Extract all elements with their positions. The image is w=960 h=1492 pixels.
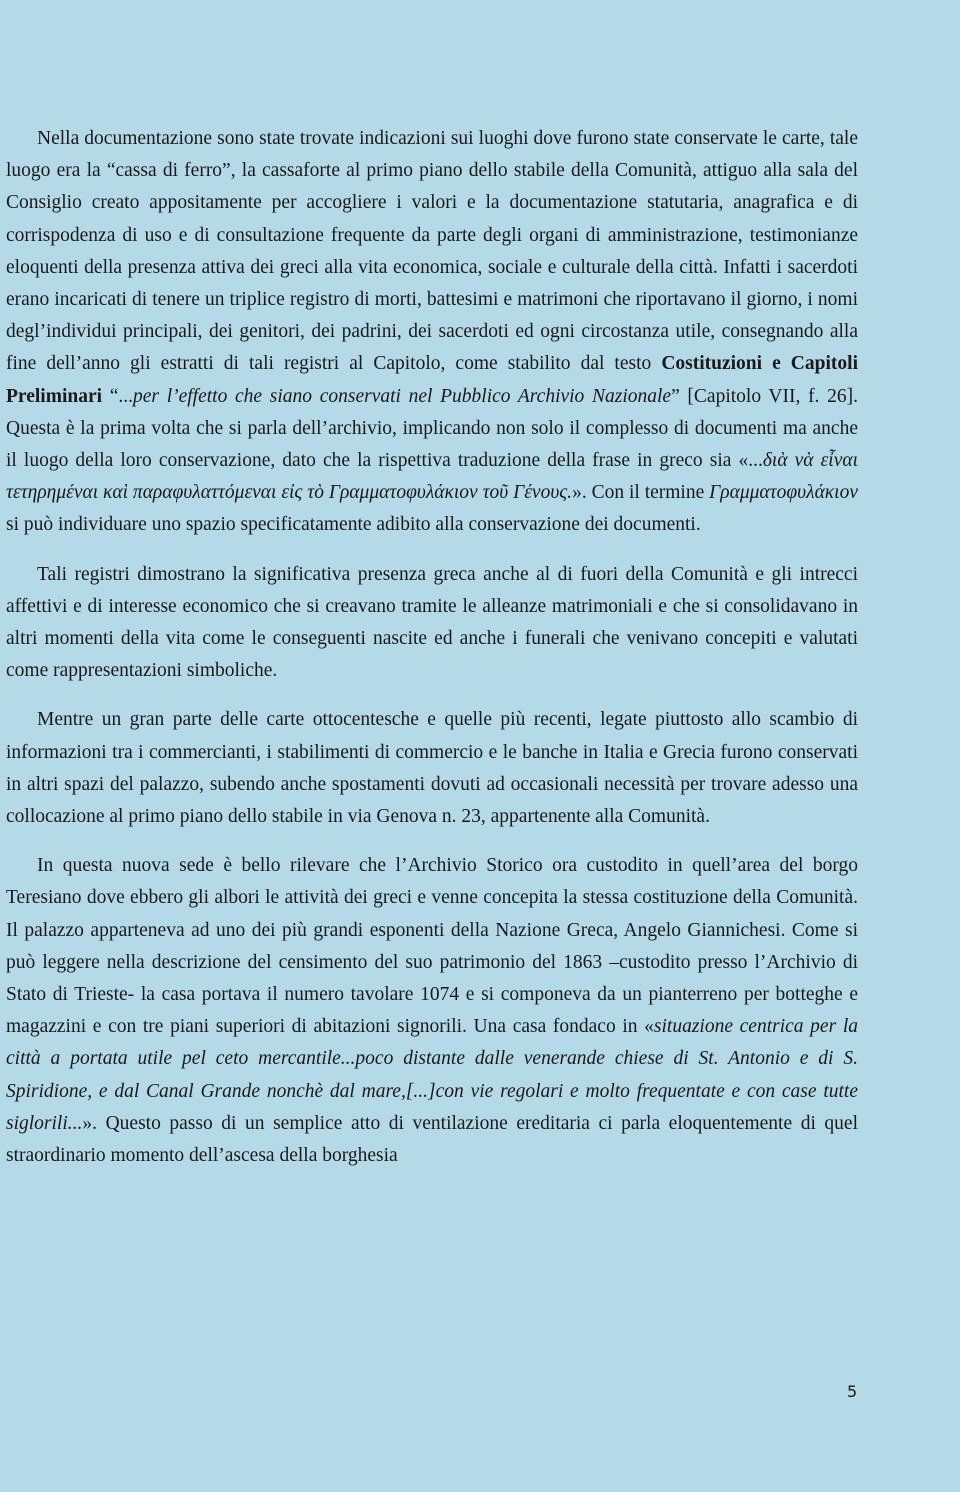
greek-quote: διὰ νὰ εἶναι τετηρημέναι καὶ παραφυλαττόμεναι εἰς τὸ Γραμματοφυλάκιον τοῦ Γένους. xyxy=(6,450,858,504)
text-segment: ». Con il termine xyxy=(572,482,710,504)
document-title-reference: Costituzioni e Capitoli Preliminari xyxy=(6,353,858,407)
paragraph-3 xyxy=(6,704,858,833)
document-body xyxy=(6,123,858,1172)
paragraph-1 xyxy=(6,123,858,542)
paragraph-2 xyxy=(6,559,858,688)
paragraph-4 xyxy=(6,850,858,1172)
text-segment: ” [Capitolo VII, f. 26]. Questa è la prima volta che si parla dell’archivio, implicando non solo il complesso di documenti ma anche il luogo della loro conservazione, dato che la rispettiva traduzione della frase in greco sia «... xyxy=(6,385,858,472)
text-segment: si può individuare uno spazio specificatamente adibito alla conservazione dei documenti. xyxy=(6,514,701,536)
page-number: 5 xyxy=(847,1382,858,1401)
italic-quote: per l’effetto che siano conservati nel Pubblico Archivio Nazionale xyxy=(133,385,672,407)
italic-quote: situazione centrica per la città a portata utile pel ceto mercantile...poco distante dalle venerande chiese di St. Antonio e di S. Spiridione, e dal Canal Grande nonchè dal mare,[...]con vie regolari e molto frequentate e con case tutte siglorili... xyxy=(6,1016,858,1134)
text-segment: “... xyxy=(102,385,134,407)
text-segment: Tali registri dimostrano la significativa presenza greca anche al di fuori della Comunità e gli intrecci affettivi e di interesse economico che si creavano tramite le alleanze matrimoniali e che si consolidavano in altri momenti della vita come le conseguenti nascite ed anche i funerali che venivano concepiti e valutati come rappresentazioni simboliche. xyxy=(6,563,858,682)
text-segment: In questa nuova sede è bello rilevare che l’Archivio Storico ora custodito in quell’area del borgo Teresiano dove ebbero gli albori le attività dei greci e venne concepita la stessa costituzione della Comunità. Il palazzo apparteneva ad uno dei più grandi esponenti della Nazione Greca, Angelo Giannichesi. Come si può leggere nella descrizione del censimento del suo patrimonio del 1863 –custodito presso l’Archivio di Stato di Trieste- la casa portava il numero tavolare 1074 e si componeva da un pianterreno per botteghe e magazzini e con tre piani superiori di abitazioni signorili. Una casa fondaco in « xyxy=(6,855,858,1038)
text-segment: ». Questo passo di un semplice atto di ventilazione ereditaria ci parla eloquentemente di quel straordinario momento dell’ascesa della borghesia xyxy=(6,1112,858,1167)
greek-term: Γραμματοφυλάκιον xyxy=(709,482,858,504)
text-segment: Mentre un gran parte delle carte ottocentesche e quelle più recenti, legate piuttosto allo scambio di informazioni tra i commercianti, i stabilimenti di commercio e le banche in Italia e Grecia furono conservati in altri spazi del palazzo, subendo anche spostamenti dovuti ad occasionali necessità per trovare adesso una collocazione al primo piano dello stabile in via Genova n. 23, appartenente alla Comunità. xyxy=(6,709,858,828)
text-segment: Nella documentazione sono state trovate indicazioni sui luoghi dove furono state conservate le carte, tale luogo era la “cassa di ferro”, la cassaforte al primo piano dello stabile della Comunità, attiguo alla sala del Consiglio creato appositamente per accogliere i valori e la documentazione statutaria, anagrafica e di corrispodenza di uso e di consultazione frequente da parte degli organi di amministrazione, testimonianze eloquenti della presenza attiva dei greci alla vita economica, sociale e culturale della città. Infatti i sacerdoti erano incaricati di tenere un triplice registro di morti, battesimi e matrimoni che riportavano il giorno, i nomi degl’individui principali, dei genitori, dei padrini, dei sacerdoti ed ogni circostanza utile, consegnando alla fine dell’anno gli estratti di tali registri al Capitolo, come stabilito dal testo xyxy=(6,128,858,375)
